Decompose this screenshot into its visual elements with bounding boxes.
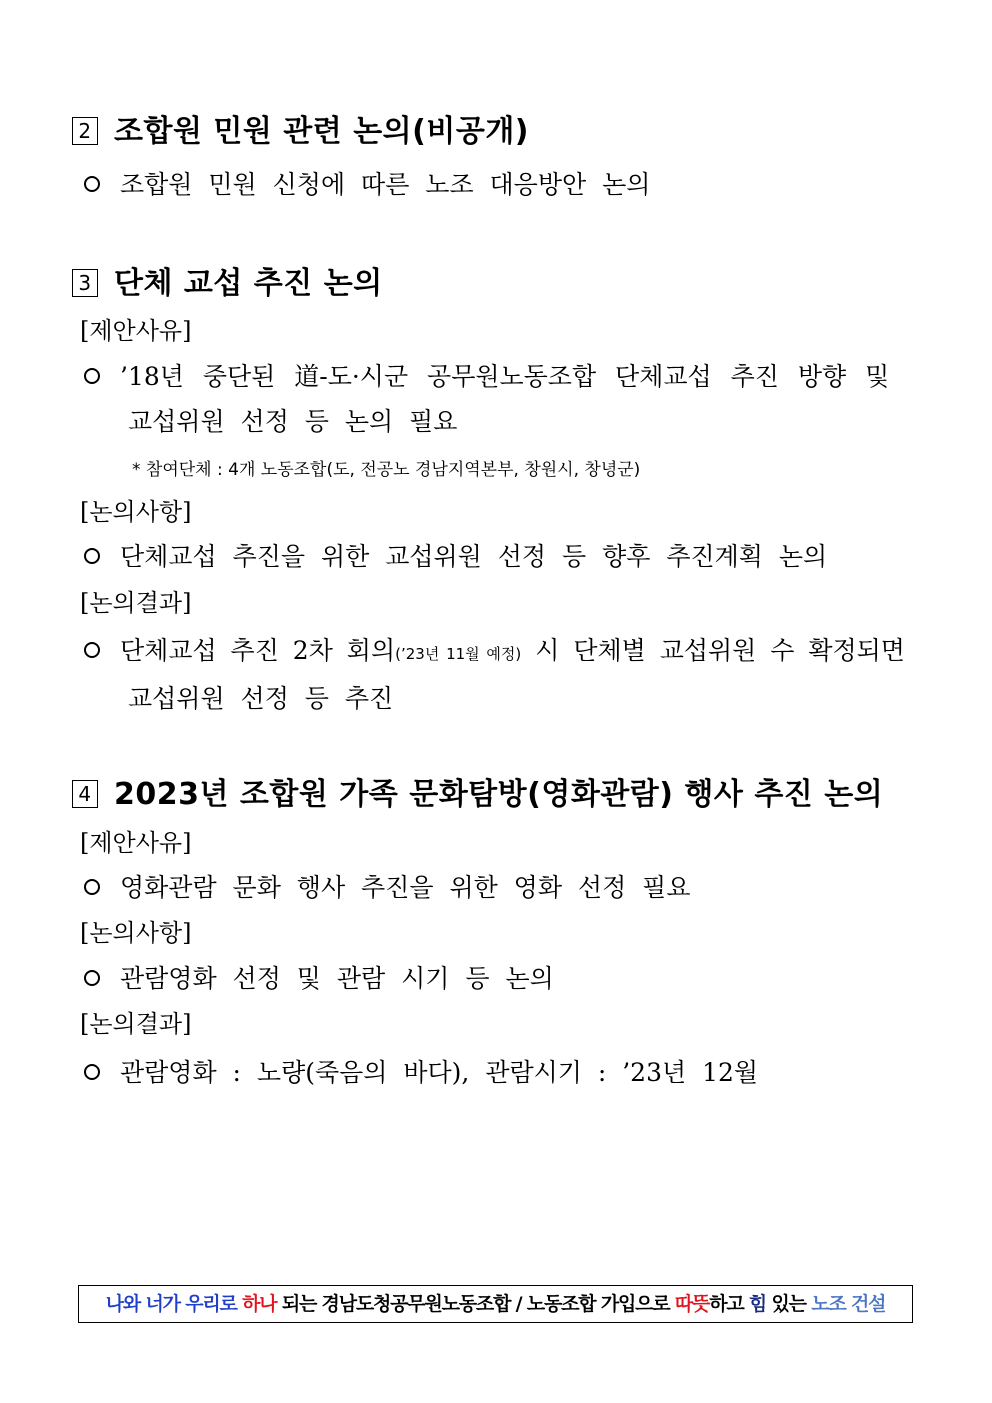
section-number-box: 3 [72, 269, 98, 297]
circle-bullet-icon [84, 879, 100, 895]
section-number-box: 4 [72, 780, 98, 808]
result-item-continued: 교섭위원 선정 등 추진 [128, 684, 394, 713]
proposal-tag: [제안사유] [80, 829, 192, 857]
section-title: 조합원 민원 관련 논의(비공개) [114, 114, 530, 149]
section-2-heading [72, 112, 529, 152]
slogan-part: 하고 [709, 1293, 749, 1315]
result-item: 관람영화 : 노량(죽음의 바다), 관람시기 : ’23년 12월 [84, 1058, 922, 1088]
participants-note: * 참여단체 : 4개 노동조합(도, 전공노 경남지역본부, 창원시, 창녕군) [132, 460, 641, 480]
discussion-item: 단체교섭 추진을 위한 교섭위원 선정 등 향후 추진계획 논의 [84, 542, 922, 572]
discussion-item: 관람영화 선정 및 관람 시기 등 논의 [84, 964, 922, 994]
slogan-part: 나와 너가 우리로 [105, 1293, 237, 1315]
slogan-part: 있는 [766, 1293, 812, 1315]
discussion-tag: [논의사항] [80, 498, 192, 526]
slogan-part: 되는 경남도청공무원노동조합 / 노동조합 가입으로 [281, 1293, 675, 1315]
union-slogan-banner [78, 1285, 913, 1323]
circle-bullet-icon [84, 642, 100, 658]
section-4-heading [72, 775, 883, 815]
circle-bullet-icon [84, 548, 100, 564]
circle-bullet-icon [84, 368, 100, 384]
proposal-item-continued: 교섭위원 선정 등 논의 필요 [128, 407, 458, 436]
proposal-item: ’18년 중단된 道-도·시군 공무원노동조합 단체교섭 추진 방향 및 [84, 362, 922, 392]
result-tag: [논의결과] [80, 589, 192, 617]
result-tag: [논의결과] [80, 1010, 192, 1038]
section-2-item: 조합원 민원 신청에 따른 노조 대응방안 논의 [84, 170, 922, 200]
slogan-highlight: 하나 [236, 1293, 282, 1315]
slogan-highlight: 힘 [748, 1293, 767, 1315]
slogan-highlight: 노조 건설 [811, 1293, 886, 1315]
circle-bullet-icon [84, 1064, 100, 1080]
proposal-tag: [제안사유] [80, 317, 192, 345]
section-number-box: 2 [72, 117, 98, 145]
section-title: 단체 교섭 추진 논의 [114, 266, 383, 301]
result-item: 단체교섭 추진 2차 회의(’23년 11월 예정) 시 단체별 교섭위원 수 확정되면 [84, 636, 922, 669]
discussion-tag: [논의사항] [80, 919, 192, 947]
slogan-highlight: 따뜻 [674, 1293, 710, 1315]
meeting-date-note: (’23년 11월 예정) [395, 645, 522, 663]
proposal-item: 영화관람 문화 행사 추진을 위한 영화 선정 필요 [84, 873, 922, 903]
circle-bullet-icon [84, 176, 100, 192]
section-3-heading [72, 264, 383, 304]
section-title: 2023년 조합원 가족 문화탐방(영화관람) 행사 추진 논의 [114, 777, 884, 812]
circle-bullet-icon [84, 970, 100, 986]
